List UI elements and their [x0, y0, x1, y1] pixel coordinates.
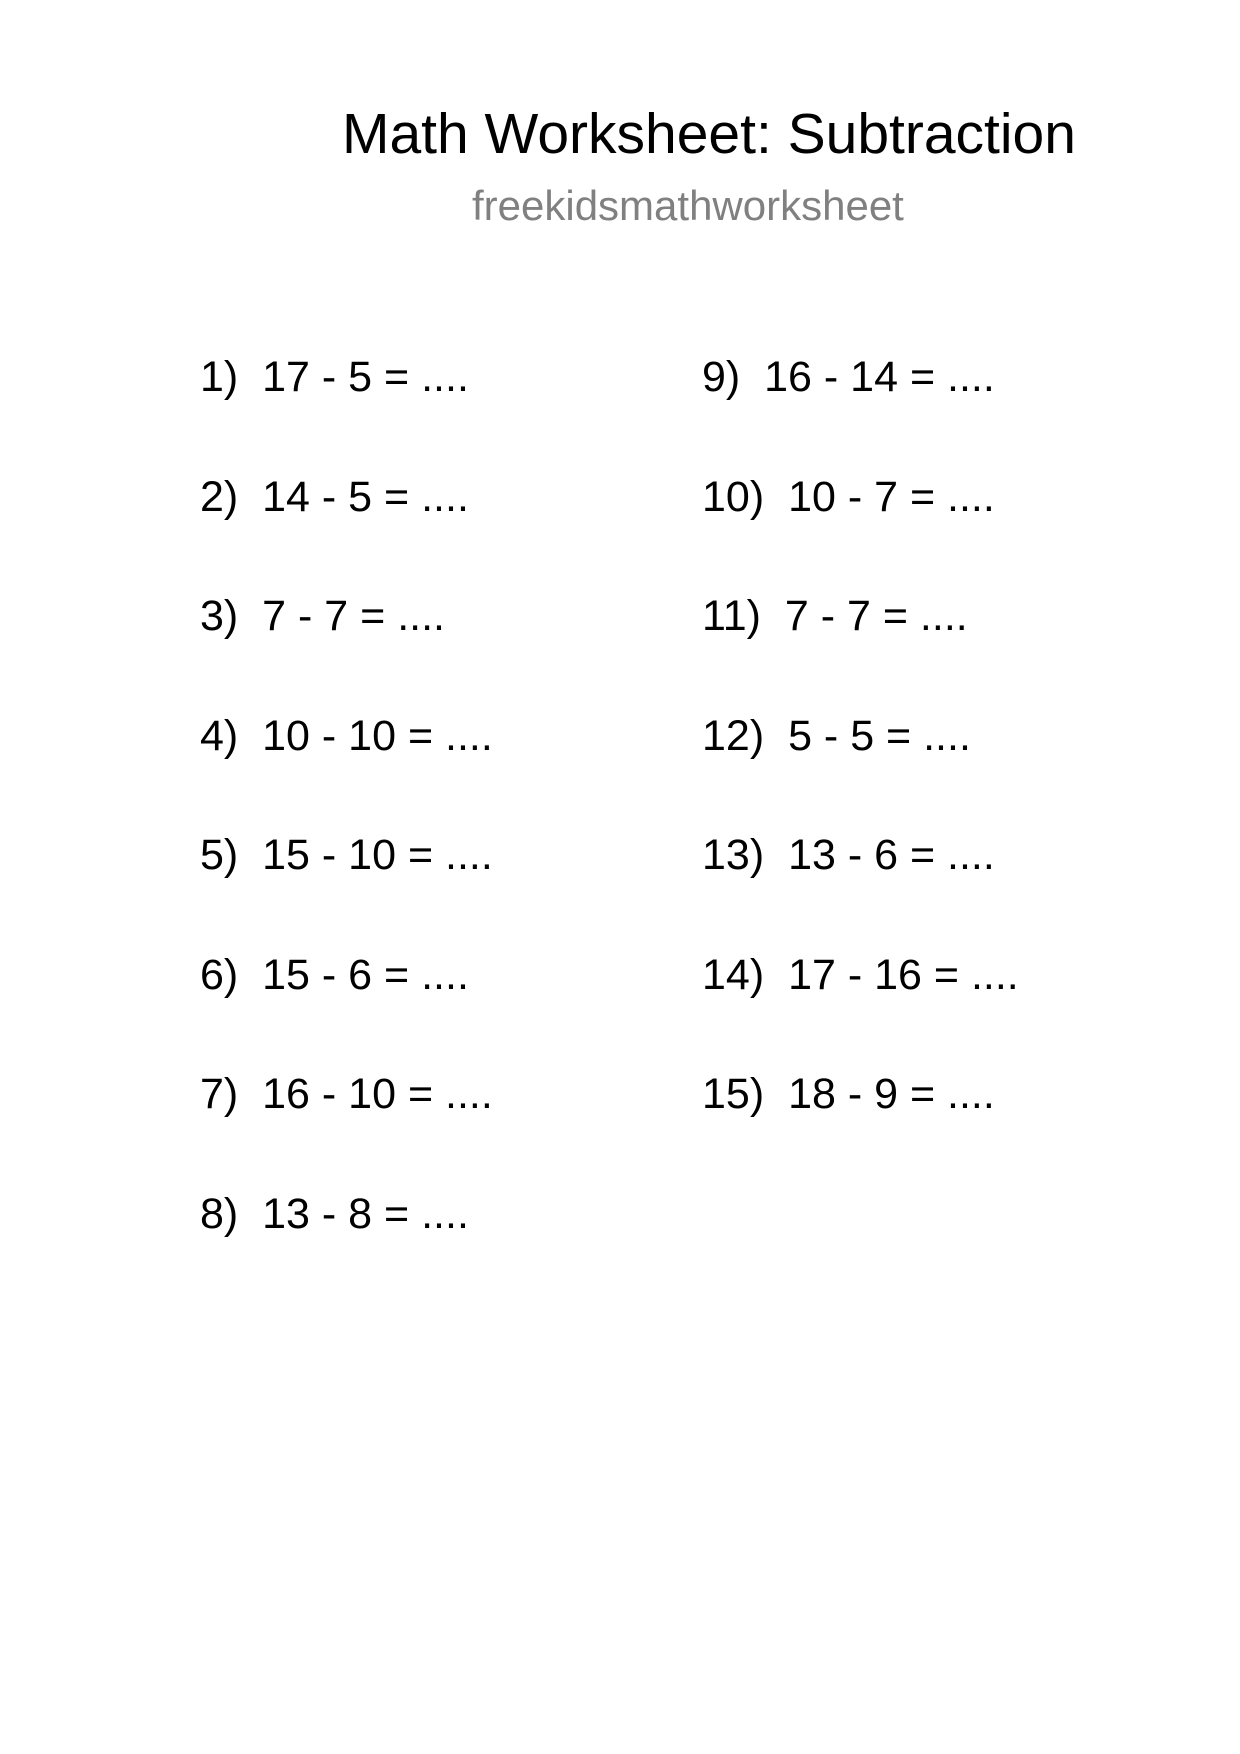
problem-item [200, 949, 469, 1001]
page-subtitle: freekidsmathworksheet [472, 182, 904, 229]
problem-expression: 17 - 16 = .... [788, 951, 1019, 999]
problem-expression: 17 - 5 = .... [262, 353, 469, 401]
problem-expression: 14 - 5 = .... [262, 473, 469, 521]
problem-number: 8) [200, 1190, 239, 1238]
problem-expression: 16 - 14 = .... [764, 353, 995, 401]
problem-item [200, 829, 493, 881]
problem-item [200, 1068, 493, 1120]
problem-expression: 15 - 10 = .... [262, 831, 493, 879]
problem-item [200, 1188, 469, 1240]
problem-expression: 5 - 5 = .... [788, 712, 971, 760]
problem-expression: 13 - 6 = .... [788, 831, 995, 879]
problem-number: 1) [200, 353, 239, 401]
problem-expression: 10 - 10 = .... [262, 712, 493, 760]
problem-number: 14) [702, 951, 765, 999]
problem-item [200, 710, 493, 762]
problem-number: 3) [200, 592, 239, 640]
problem-item [702, 471, 995, 523]
problem-item [702, 829, 995, 881]
problem-number: 6) [200, 951, 239, 999]
problem-number: 10) [702, 473, 765, 521]
problem-item [200, 351, 469, 403]
problem-number: 12) [702, 712, 765, 760]
problem-item [200, 590, 445, 642]
problem-expression: 16 - 10 = .... [262, 1070, 493, 1118]
problem-number: 4) [200, 712, 239, 760]
problem-number: 13) [702, 831, 765, 879]
problem-expression: 10 - 7 = .... [788, 473, 995, 521]
problem-expression: 13 - 8 = .... [262, 1190, 469, 1238]
problem-item [702, 590, 968, 642]
problem-number: 9) [702, 353, 741, 401]
problem-expression: 18 - 9 = .... [788, 1070, 995, 1118]
problem-number: 15) [702, 1070, 765, 1118]
problem-expression: 15 - 6 = .... [262, 951, 469, 999]
problem-item [702, 351, 995, 403]
page-title: Math Worksheet: Subtraction [342, 102, 1076, 166]
problem-number: 11) [702, 592, 761, 640]
problem-number: 7) [200, 1070, 239, 1118]
problem-number: 2) [200, 473, 239, 521]
problem-item [200, 471, 469, 523]
problem-number: 5) [200, 831, 239, 879]
problem-item [702, 949, 1019, 1001]
problem-item [702, 710, 971, 762]
problem-expression: 7 - 7 = .... [262, 592, 445, 640]
problem-item [702, 1068, 995, 1120]
problem-expression: 7 - 7 = .... [784, 592, 968, 640]
